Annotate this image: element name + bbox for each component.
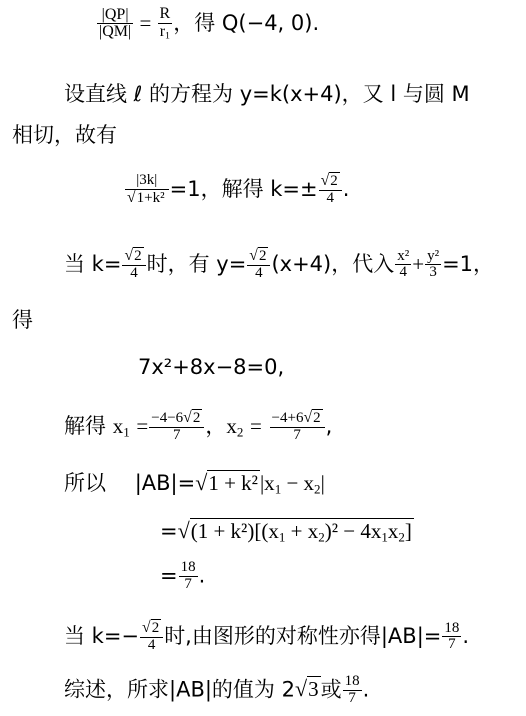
line-solve-k: $\frac{|3k|}{\text{√1+k²}}$ =1，解得 k=± $\frac{√2}{4}$ . — [127, 172, 350, 206]
x2-fraction: $\frac{-4+6√2}{7}$ — [270, 410, 325, 444]
line-symmetry: 当 k=− $\frac{√2}{4}$ 时,由图形的对称性亦得|AB|= $\frac{18}{7}$ . — [64, 619, 470, 653]
line-substitute: 当 k= $\frac{√2}{4}$ 时，有 y= $\frac{√2}{4}$ (x+4)，代入 $\frac{\text{x²}}{4}$ + $\frac{\text{y²}}{3}$ =1， — [64, 247, 495, 281]
slope-fraction: $\frac{√2}{4}$ — [247, 248, 270, 282]
neg-k-fraction: $\frac{√2}{4}$ — [140, 620, 163, 654]
ratio-r-denominator: $r_1$ — [159, 22, 170, 42]
solve-k-text: =1，解得 k=± — [169, 176, 318, 201]
line-chord-length: 所以 $|AB|=√1 + k^2|x_1 - x_2|$ — [64, 470, 325, 497]
chord-result-fraction: $\frac{18}{7}$ — [180, 559, 196, 592]
line-conclusion: 综述，所求|AB|的值为 2√3或 $\frac{18}{7}$ . — [64, 673, 370, 706]
k-fraction: $\frac{√2}{4}$ — [122, 248, 145, 282]
sqrt-one-plus-k2: √1 + k² — [195, 470, 258, 495]
ratio-qp-qm — [97, 7, 133, 42]
sqrt-chord-expression: $√(1 + k^2)[(x_1 + x_2)^2 - 4x_1x_2]$ — [177, 518, 412, 545]
line-de: 得 — [12, 308, 33, 332]
line-tangent-condition: 相切，故有 — [12, 123, 117, 147]
distance-fraction — [125, 173, 169, 207]
ratio-denominator: |QM| — [99, 23, 132, 41]
q-point-text: ，得 Q(−4, 0). — [173, 10, 320, 35]
k-value-fraction: $\frac{√2}{4}$ — [319, 173, 342, 207]
line-tangent-equation: 设直线 ℓ 的方程为 y=k(x+4)，又 l 与圆 M — [64, 82, 470, 106]
x2-label: $x_2$ — [226, 413, 244, 439]
distance-numerator: |3k| — [125, 173, 169, 190]
line-chord-result: = $\frac{18}{7}$ . — [160, 559, 206, 592]
ratio-r-r1 — [158, 6, 173, 42]
line-roots: 解得 $x_1$ = $\frac{-4-6√2}{7}$ ，$x_2$ = $\frac{-4+6√2}{7}$ , — [64, 409, 333, 443]
ellipse-x-term: $\frac{\text{x²}}{4}$ — [397, 247, 410, 281]
ratio-r-numerator: R — [159, 5, 171, 22]
line-quadratic: 7x²+8x−8=0, — [138, 355, 285, 379]
sqrt-three: √3 — [294, 676, 319, 702]
line-q-point: $\frac{|QP|}{|QM|}$ = $\frac{R}{r_1}$ ，得 Q(−4, 0). — [99, 5, 320, 42]
line-chord-expanded: $=√(1 + k^2)[(x_1 + x_2)^2 - 4x_1x_2]$ — [160, 519, 414, 549]
ellipse-y-term: $\frac{\text{y²}}{3}$ — [427, 247, 440, 281]
x1-fraction: $\frac{-4-6√2}{7}$ — [149, 410, 204, 444]
symmetry-result-fraction: $\frac{18}{7}$ — [444, 619, 460, 653]
x1-label: $x_1$ — [112, 413, 130, 439]
conclusion-fraction: $\frac{18}{7}$ — [344, 673, 360, 706]
distance-denominator: √1+k² — [127, 188, 165, 206]
ratio-numerator: |QP| — [97, 7, 133, 25]
